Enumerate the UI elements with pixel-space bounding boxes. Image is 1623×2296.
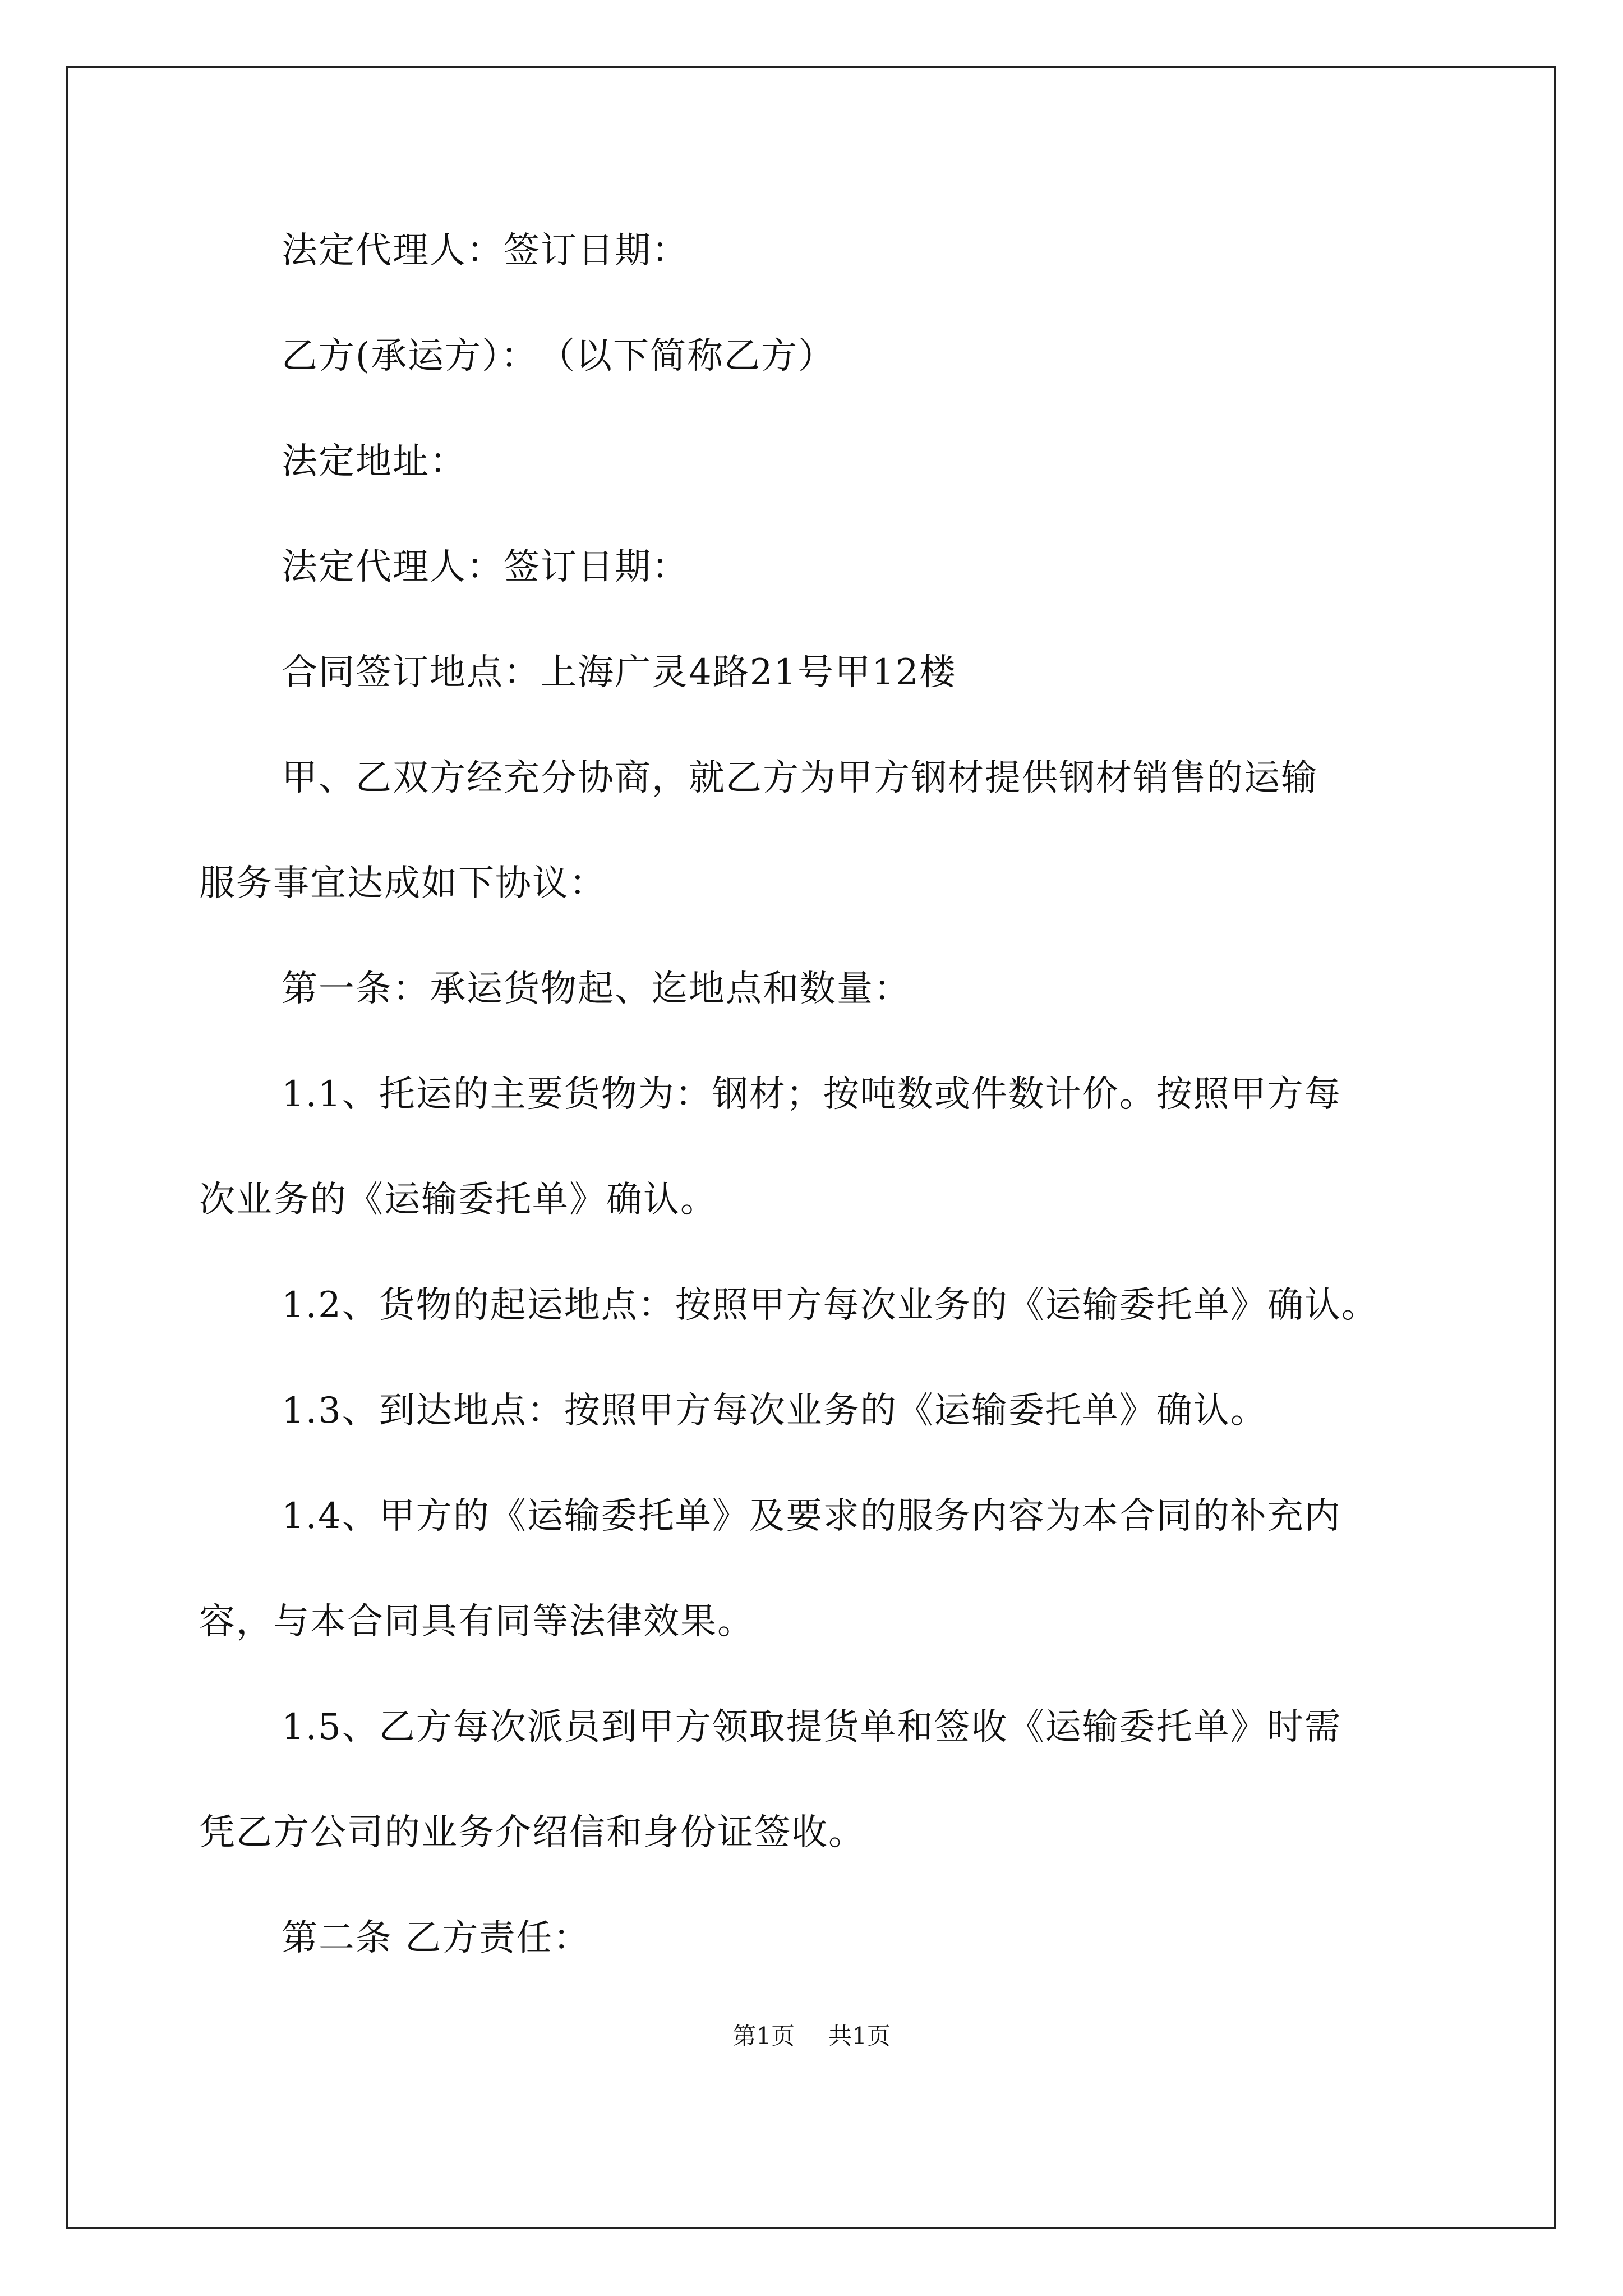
paragraph-line: 法定地址： xyxy=(282,441,467,482)
paragraph-line: 法定代理人：签订日期： xyxy=(282,546,689,588)
paragraph-line: 1.3、到达地点：按照甲方每次业务的《运输委托单》确认。 xyxy=(282,1390,1267,1432)
paragraph-line: 1.1、托运的主要货物为：钢材；按吨数或件数计价。按照甲方每 xyxy=(282,1074,1341,1115)
paragraph-line: 第二条 乙方责任： xyxy=(282,1917,591,1959)
paragraph-line: 容，与本合同具有同等法律效果。 xyxy=(199,1601,754,1642)
page-number: 第1页 xyxy=(732,2022,795,2050)
paragraph-line: 1.5、乙方每次派员到甲方领取提货单和签收《运输委托单》时需 xyxy=(282,1706,1341,1748)
paragraph-line: 1.2、货物的起运地点：按照甲方每次业务的《运输委托单》确认。 xyxy=(282,1285,1378,1326)
paragraph-line: 乙方(承运方）： （以下简称乙方） xyxy=(282,335,835,377)
paragraph-line: 第一条：承运货物起、迄地点和数量： xyxy=(282,968,911,1010)
page-total: 共1页 xyxy=(828,2022,891,2050)
page-footer xyxy=(0,2019,1623,2053)
paragraph-line: 凭乙方公司的业务介绍信和身份证签收。 xyxy=(199,1812,865,1853)
paragraph-line: 次业务的《运输委托单》确认。 xyxy=(199,1179,717,1221)
paragraph-line: 甲、乙双方经充分协商，就乙方为甲方钢材提供钢材销售的运输 xyxy=(282,757,1318,799)
paragraph-line: 法定代理人：签订日期： xyxy=(282,230,689,272)
paragraph-line: 合同签订地点：上海广灵4路21号甲12楼 xyxy=(282,652,957,693)
paragraph-line: 1.4、甲方的《运输委托单》及要求的服务内容为本合同的补充内 xyxy=(282,1496,1341,1537)
paragraph-line: 服务事宜达成如下协议： xyxy=(199,863,606,904)
page-border xyxy=(66,66,1556,2229)
